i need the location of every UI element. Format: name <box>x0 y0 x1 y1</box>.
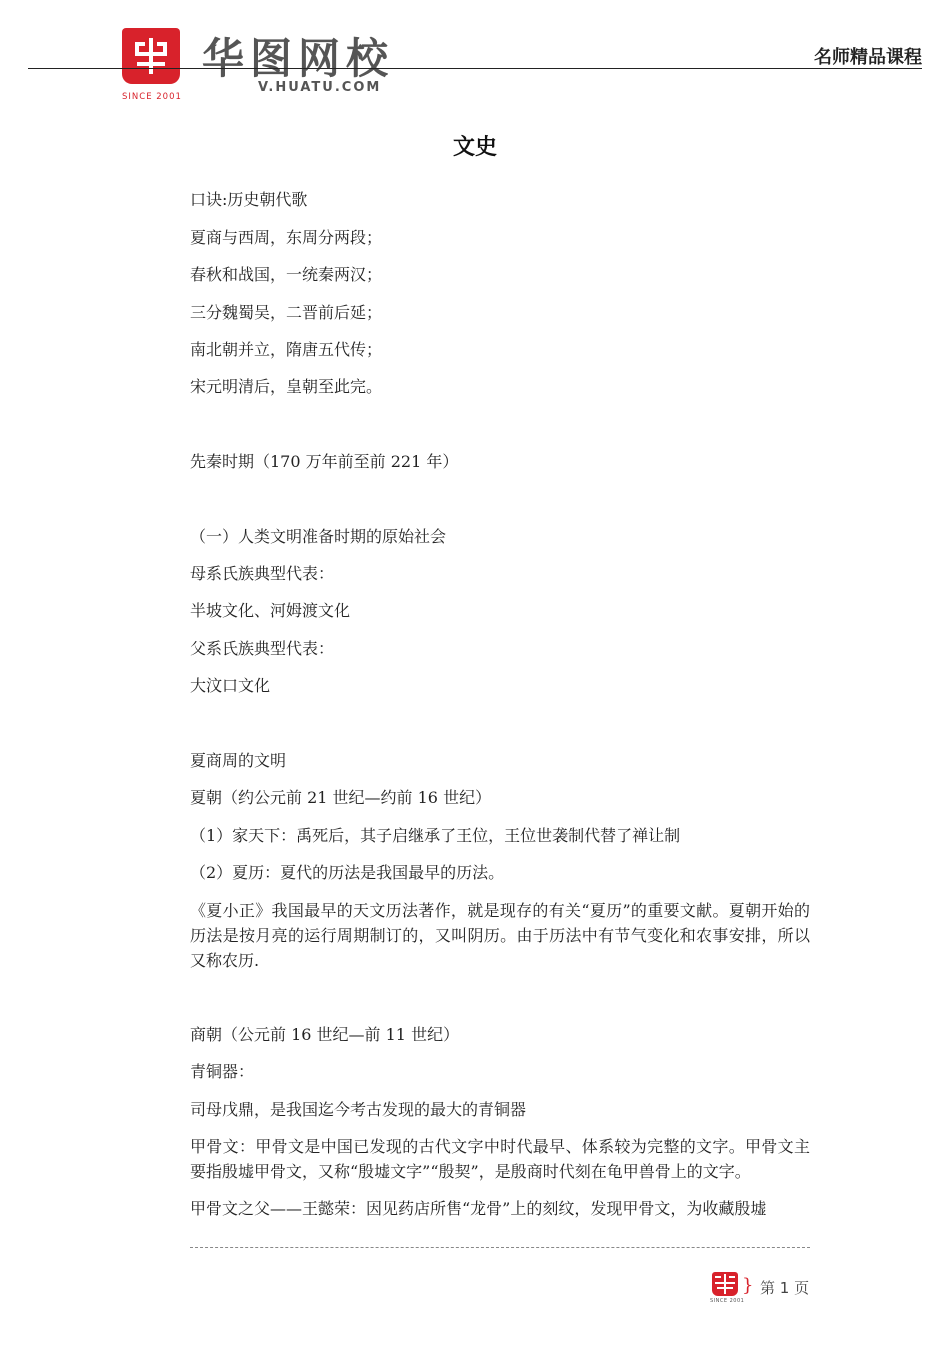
paragraph: 宋元明清后，皇朝至此完。 <box>190 377 383 396</box>
section-heading: 夏商周的文明 <box>190 751 287 770</box>
paragraph: （1）家天下：禹死后，其子启继承了王位，王位世袭制代替了禅让制 <box>190 826 681 845</box>
header-divider <box>28 68 922 69</box>
logo-since-text: SINCE 2001 <box>122 92 182 102</box>
header-tagline: 名师精品课程 <box>814 47 922 68</box>
paragraph: 夏朝（约公元前 21 世纪—约前 16 世纪） <box>190 788 492 807</box>
huatu-logo-icon <box>122 28 180 84</box>
header-logo <box>122 28 422 103</box>
huatu-logo-small-icon <box>712 1272 738 1296</box>
paragraph: 《夏小正》我国最早的天文历法著作，就是现存的有关“夏历”的重要文献。夏朝开始的历法是按月亮的运行周期制订的，又叫阴历。由于历法中有节气变化和农事安排，所以又称农历. <box>190 901 810 970</box>
paragraph: 半坡文化、河姆渡文化 <box>190 601 351 620</box>
paragraph: 口诀:历史朝代歌 <box>190 190 308 209</box>
footer-since-text: SINCE 2001 <box>710 1298 745 1304</box>
paragraph: 青铜器： <box>190 1062 255 1081</box>
footer-divider <box>190 1247 810 1248</box>
section-heading: 商朝（公元前 16 世纪—前 11 世纪） <box>190 1025 460 1044</box>
page-number: 第 1 页 <box>760 1279 810 1297</box>
paragraph: 母系氏族典型代表： <box>190 564 335 583</box>
page-title: 文史 <box>452 134 497 160</box>
paragraph: 大汶口文化 <box>190 676 271 695</box>
paragraph: 父系氏族典型代表： <box>190 639 335 658</box>
paragraph: 三分魏蜀吴，二晋前后延； <box>190 303 383 322</box>
paragraph: 南北朝并立，隋唐五代传； <box>190 340 383 359</box>
logo-url: V.HUATU.COM <box>258 80 382 95</box>
paragraph: 甲骨文之父——王懿荣：因见药店所售“龙骨”上的刻纹，发现甲骨文，为收藏殷墟 <box>190 1199 767 1218</box>
paragraph: （一）人类文明准备时期的原始社会 <box>190 527 447 546</box>
paragraph: 司母戊鼎，是我国迄今考古发现的最大的青铜器 <box>190 1100 527 1119</box>
logo-name: 华图网校 <box>202 34 395 83</box>
paragraph: 春秋和战国，一统秦两汉； <box>190 265 383 284</box>
paragraph: 夏商与西周，东周分两段； <box>190 228 383 247</box>
section-heading: 先秦时期（170 万年前至前 221 年） <box>190 452 459 471</box>
paragraph: （2）夏历：夏代的历法是我国最早的历法。 <box>190 863 505 882</box>
paragraph: 甲骨文：甲骨文是中国已发现的古代文字中时代最早、体系较为完整的文字。甲骨文主要指殷墟甲骨文，又称“殷墟文字”“殷契”，是殷商时代刻在龟甲兽骨上的文字。 <box>190 1137 810 1181</box>
footer-brace: } <box>742 1275 754 1296</box>
